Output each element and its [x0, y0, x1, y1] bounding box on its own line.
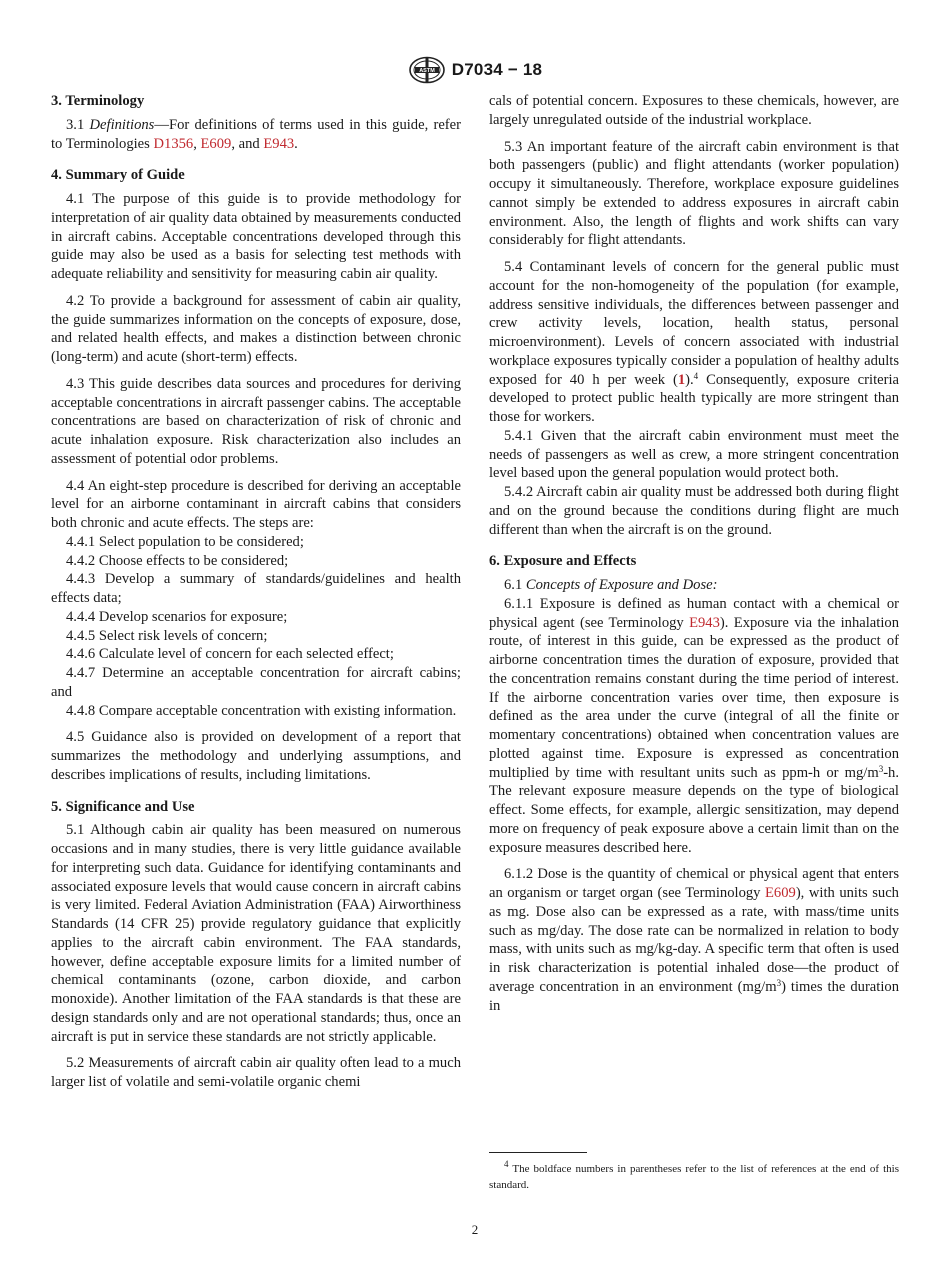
paragraph-number: 6.1 [504, 577, 526, 593]
right-column [489, 92, 899, 1023]
ref-link-d1356[interactable]: D1356 [153, 135, 194, 152]
paragraph-3-1 [51, 116, 461, 154]
document-designation: D7034 − 18 [451, 60, 543, 79]
ref-link-e943[interactable]: E943 [689, 614, 720, 631]
section-4-heading: 4. Summary of Guide [51, 167, 185, 184]
paragraph-6-1-2 [489, 865, 899, 1015]
paragraph-text: 6.1.1 Exposure is defined as human contact with a chemical or physical agent (see Terminology [489, 595, 899, 631]
svg-text:ASTM: ASTM [419, 68, 435, 75]
paragraph-text: ), with units such as mg. Dose also can be expressed as a rate, with mass/time units such as mg/day. The dose rate can be normalized in relation to body mass, with units such as mg/kg-day. A specific term that often is used in risk characterization is potential inhaled dose—the product of average concentration in an environment (mg/m [489, 885, 899, 995]
paragraph-text: 5.4 Contaminant levels of concern for the general public must account for the non-homogeneity of the population (for example, address sensitive individuals, the differences between passenger and crew activity levels, location, health status, personal microenvironment). Levels of concern associated with industrial workplace exposures typically consider a population of healthy adults exposed for 40 h per week ( [489, 259, 899, 388]
superscript: 3 [776, 977, 782, 988]
step-4-4-1: 4.4.1 Select population to be considered; [66, 533, 304, 550]
step-4-4-2: 4.4.2 Choose effects to be considered; [66, 552, 289, 569]
astm-logo-icon [408, 56, 446, 84]
paragraph-text: ). [685, 371, 694, 388]
paragraph-5-4 [489, 258, 899, 427]
footnote-divider [489, 1152, 587, 1153]
step-4-4-5: 4.4.5 Select risk levels of concern; [66, 627, 268, 644]
separator: , and [231, 135, 264, 152]
paragraph-number: 3.1 [66, 116, 90, 133]
paragraph-5-3: 5.3 An important feature of the aircraft cabin environment is that both passengers (public) and flight attendants (worker population) occupy it simultaneously. Therefore, workplace exposure guidelines cannot simply be extended to address exposures in aircraft cabin environment. Also, the length of flights and work shifts can vary considerably for flight attendants. [489, 138, 899, 249]
footnote-text: The boldface numbers in parentheses refer to the list of references at the end of this standard. [489, 1163, 899, 1191]
paragraph-4-2: 4.2 To provide a background for assessment of cabin air quality, the guide summarizes information on the concepts of exposure, dose, and related health effects, and makes a distinction between chronic (long-term) and acute (short-term) effects. [51, 292, 461, 365]
section-3-heading: 3. Terminology [51, 93, 145, 109]
left-column [51, 92, 461, 1100]
section-6-heading: 6. Exposure and Effects [489, 553, 637, 570]
paragraph-5-2: 5.2 Measurements of aircraft cabin air quality often lead to a much larger list of volatile and semi-volatile organic chemi [51, 1055, 461, 1090]
superscript: 3 [878, 763, 884, 774]
paragraph-text: -h. The relevant exposure measure depends on the type of biological effect. Some effects, for example, allergic sensitization, may depend more on frequency of peak exposure above a certain limit than on the exposure measures described here. [489, 764, 899, 856]
paragraph-6-1 [489, 576, 899, 595]
paragraph-5-2-continued: cals of potential concern. Exposures to these chemicals, however, are largely unregulated outside of the industrial workplace. [489, 93, 899, 128]
paragraph-4-5: 4.5 Guidance also is provided on development of a report that summarizes the methodology and underlying assumptions, and describes implications of results, including limitations. [51, 729, 461, 783]
step-4-4-4: 4.4.4 Develop scenarios for exposure; [66, 608, 288, 625]
paragraph-text: ) times the duration in [489, 978, 899, 1014]
definitions-term: Definitions [89, 116, 155, 133]
page-header [0, 56, 950, 84]
paragraph-6-1-1 [489, 595, 899, 858]
paragraph-text: ). Exposure via the inhalation route, of interest in this guide, can be expressed as the product of airborne concentration times the duration of exposure, provided that the concentration remains constant during the time period of interest. If the airborne concentration varies over time, then exposure is defined as the area under the curve (integral of all the finite or momentary concentrations) obtained when concentration values are plotted against time. Exposure is expressed as concentration multiplied by time with resultant units such as ppm-h or mg/m [489, 614, 899, 781]
paragraph-4-3: 4.3 This guide describes data sources and procedures for deriving acceptable concentrations in aircraft passenger cabins. The acceptable concentrations are based on characterization of risk of chronic and acute inhalation exposure. Risk characterization also includes an assessment of potential odor problems. [51, 375, 461, 467]
step-4-4-3: 4.4.3 Develop a summary of standards/guidelines and health effects data; [51, 571, 461, 606]
period: . [294, 135, 298, 152]
step-4-4-7: 4.4.7 Determine an acceptable concentration for aircraft cabins; and [51, 665, 461, 700]
paragraph-5-4-2: 5.4.2 Aircraft cabin air quality must be addressed both during flight and on the ground because the conditions during flight are much different than when the aircraft is on the ground. [489, 484, 899, 538]
paragraph-4-1: 4.1 The purpose of this guide is to provide methodology for interpretation of air quality data obtained by measurements conducted in aircraft cabins. Acceptable concentrations developed through this guide may also be used as a basis for selecting test methods with adequate reliability and sensitivity for measuring cabin air quality. [51, 191, 461, 282]
step-4-4-8: 4.4.8 Compare acceptable concentration with existing information. [66, 702, 457, 719]
ref-link-1[interactable]: 1 [677, 371, 686, 388]
paragraph-text: 6.1.2 Dose is the quantity of chemical or physical agent that enters an organism or target organ (see Terminology [489, 866, 899, 901]
footnote-number: 4 [504, 1159, 509, 1169]
ref-link-e609[interactable]: E609 [200, 135, 232, 152]
concepts-title: Concepts of Exposure and Dose: [525, 577, 718, 593]
paragraph-5-1: 5.1 Although cabin air quality has been measured on numerous occasions and in many studies, there is very little guidance available for interpreting such data. Guidance for identifying contaminants and associated exposure levels that would cause concern in aircraft cabins is very limited. Federal Aviation Administration (FAA) Airworthiness Standards (14 CFR 25) provide regulatory guidance that explicitly applies to the aircraft cabin environment. The FAA standards, however, define acceptable exposure limits for a limited number of chemical contaminants (ozone, carbon dioxide, and carbon monoxide). Another limitation of the FAA standards is that these are design standards only and are not operational standards; thus, once an aircraft is put in service these standards are not strictly applicable. [51, 822, 461, 1045]
section-5-heading: 5. Significance and Use [51, 798, 195, 815]
paragraph-text: —For definitions of terms used in this guide, refer to Terminologies [51, 116, 462, 152]
page-number: 2 [471, 1222, 479, 1237]
footnote-marker-4: 4 [693, 370, 699, 381]
ref-link-e943[interactable]: E943 [263, 135, 295, 152]
ref-link-e609[interactable]: E609 [765, 885, 796, 901]
footnote-4 [489, 1161, 899, 1193]
paragraph-text: Consequently, exposure criteria developed to protect public health typically are more stringent than those for workers. [489, 371, 900, 425]
step-4-4-6: 4.4.6 Calculate level of concern for each selected effect; [66, 646, 394, 663]
paragraph-4-4: 4.4 An eight-step procedure is described for deriving an acceptable level for an airborne contaminant in aircraft cabins that considers both chronic and acute effects. The steps are: [51, 477, 461, 531]
paragraph-5-4-1: 5.4.1 Given that the aircraft cabin environment must meet the needs of passengers as well as crew, a more stringent concentration level based upon the general population would protect both. [489, 427, 899, 482]
separator: , [193, 135, 201, 152]
